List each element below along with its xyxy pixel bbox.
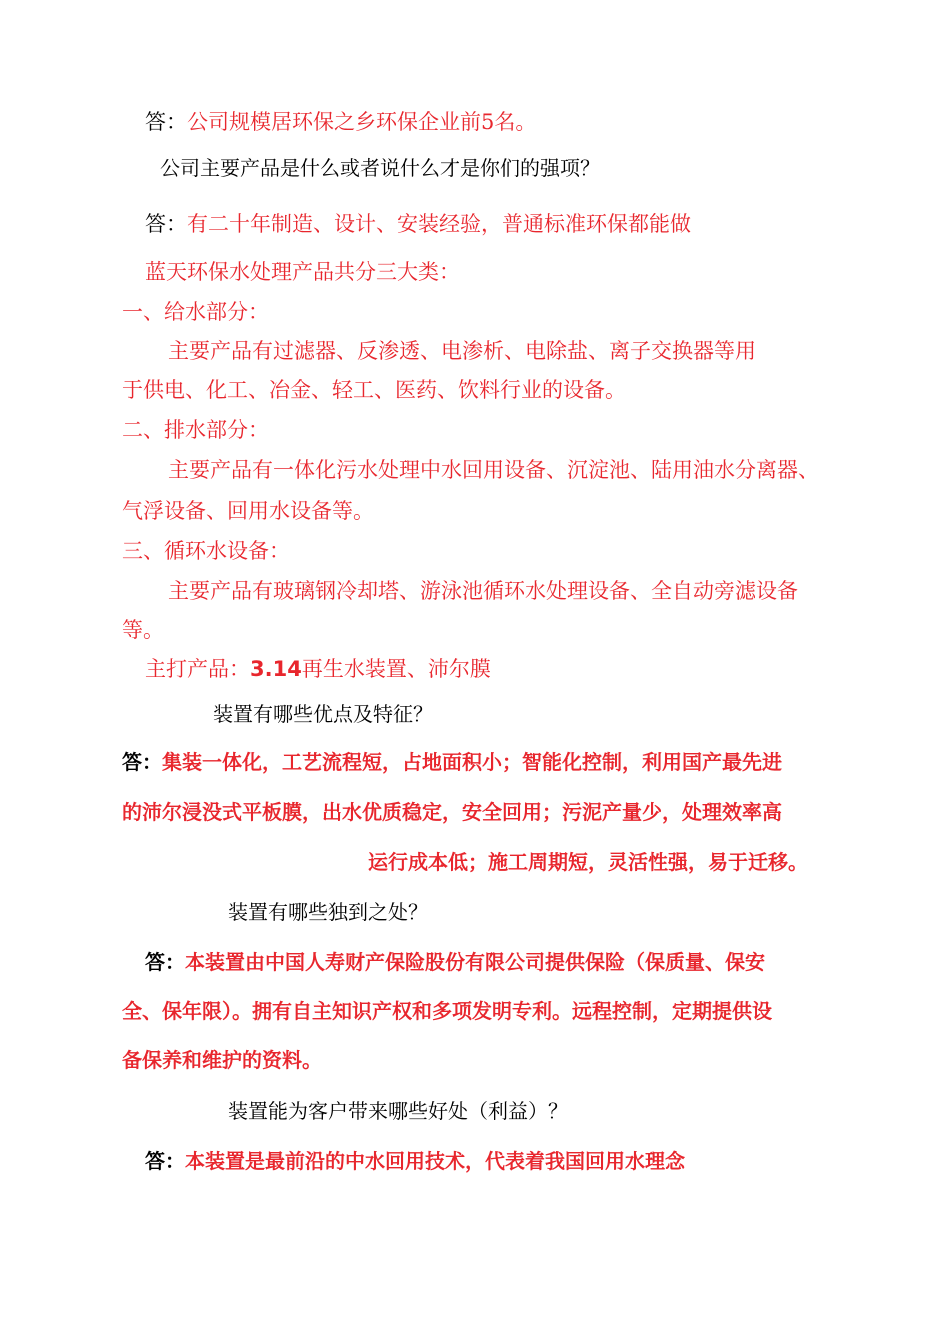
section-2-line-2: 气浮设备、回用水设备等。 (122, 499, 374, 523)
main-product-label: 主打产品： (145, 657, 250, 681)
answer-1-text: 公司规模居环保之乡环保企业前5名。 (187, 110, 537, 134)
section-2-line-1: 主要产品有一体化污水处理中水回用设备、沉淀池、陆用油水分离器、 (168, 458, 819, 482)
answer-4-text: 本装置由中国人寿财产保险股份有限公司提供保险（保质量、保安 (185, 950, 765, 974)
answer-3-text: 集装一体化，工艺流程短，占地面积小；智能化控制，利用国产最先进 (162, 750, 782, 774)
answer-prefix: 答： (122, 750, 162, 774)
section-3-title: 三、循环水设备： (122, 539, 290, 563)
question-5: 装置能为客户带来哪些好处（利益）？ (228, 1099, 568, 1123)
answer-5-text: 本装置是最前沿的中水回用技术，代表着我国回用水理念 (185, 1149, 685, 1173)
section-3-line-1: 主要产品有玻璃钢冷却塔、游泳池循环水处理设备、全自动旁滤设备 (168, 579, 798, 603)
section-1-line-2: 于供电、化工、冶金、轻工、医药、饮料行业的设备。 (122, 378, 626, 402)
answer-prefix: 答： (145, 212, 187, 236)
answer-4-line-3: 备保养和维护的资料。 (122, 1048, 322, 1072)
answer-2-text: 有二十年制造、设计、安装经验，普通标准环保都能做 (187, 212, 691, 236)
question-3: 装置有哪些优点及特征？ (213, 702, 433, 726)
section-2-title: 二、排水部分： (122, 418, 269, 442)
answer-5 (145, 1151, 685, 1171)
answer-3-line-1 (122, 752, 782, 772)
answer-1 (145, 112, 536, 133)
main-product (145, 659, 491, 680)
section-3-line-2: 等。 (122, 618, 164, 642)
main-product-name: 再生水装置、沛尔膜 (301, 657, 491, 681)
answer-4-line-2: 全、保年限）。拥有自主知识产权和多项发明专利。远程控制，定期提供设 (122, 999, 772, 1023)
answer-3-line-3: 运行成本低；施工周期短，灵活性强，易于迁移。 (368, 850, 808, 874)
section-1-title: 一、给水部分： (122, 300, 269, 324)
intro-text: 蓝天环保水处理产品共分三大类： (145, 260, 460, 284)
main-product-number: 3.14 (250, 657, 302, 681)
question-2: 公司主要产品是什么或者说什么才是你们的强项？ (160, 156, 600, 180)
answer-prefix: 答： (145, 110, 187, 134)
question-4: 装置有哪些独到之处？ (228, 900, 428, 924)
answer-2 (145, 214, 691, 235)
answer-4-line-1 (145, 952, 765, 972)
section-1-line-1: 主要产品有过滤器、反渗透、电渗析、电除盐、离子交换器等用 (168, 339, 756, 363)
answer-prefix: 答： (145, 1149, 185, 1173)
answer-prefix: 答： (145, 950, 185, 974)
answer-3-line-2: 的沛尔浸没式平板膜，出水优质稳定，安全回用；污泥产量少，处理效率高 (122, 800, 782, 824)
